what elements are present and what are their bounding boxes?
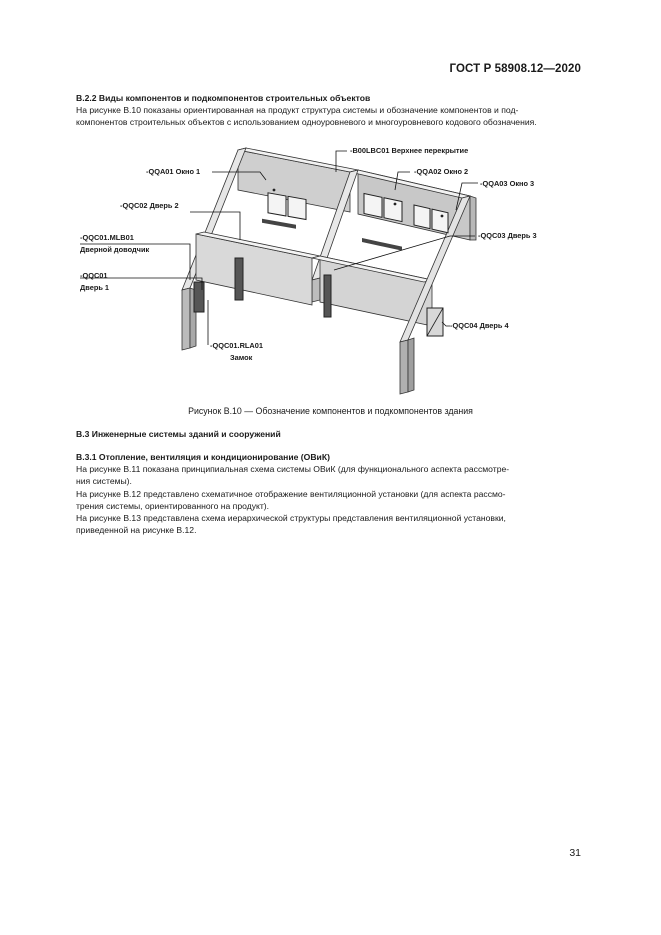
window-1 — [268, 193, 286, 216]
label-door-2: -QQC02 Дверь 2 — [120, 201, 179, 210]
paragraph-line: На рисунке В.12 представлено схематичное отображение вентиляционной установки (для аспекта рассмо- — [76, 488, 506, 499]
paragraph-line: На рисунке В.11 показана принципиальная схема системы ОВиК (для функционального аспекта рассмотре- — [76, 464, 510, 475]
window-2 — [364, 193, 382, 217]
label-door-3: -QQC03 Дверь 3 — [478, 231, 537, 240]
label-door-closer-name: Дверной доводчик — [80, 245, 150, 254]
section-b31 — [76, 451, 585, 536]
section-b22 — [76, 92, 585, 129]
label-upper-floor: -B00LBC01 Верхнее перекрытие — [350, 146, 469, 155]
door-1 — [194, 282, 204, 312]
paragraph-line: трения системы, ориентированного на продукт). — [76, 500, 270, 511]
label-window-1: -QQA01 Окно 1 — [146, 167, 201, 176]
figure-caption: Рисунок В.10 — Обозначение компонентов и подкомпонентов здания — [188, 406, 473, 416]
section-heading: В.2.2 Виды компонентов и подкомпонентов строительных объектов — [76, 93, 371, 103]
window-3 — [414, 205, 430, 229]
label-window-2: -QQA02 Окно 2 — [414, 167, 469, 176]
paragraph-line: компонентов строительных объектов с использованием одноуровневого и многоуровневого кодового обозначения. — [76, 117, 537, 128]
door-3 — [324, 275, 331, 317]
section-heading: В.3.1 Отопление, вентиляция и кондиционирование (ОВиК) — [76, 452, 330, 462]
label-window-3: -QQA03 Окно 3 — [480, 179, 535, 188]
label-door-1-name: Дверь 1 — [80, 283, 110, 292]
page-number: 31 — [569, 847, 581, 859]
label-door-closer-code: -QQC01.MLB01 — [80, 233, 134, 242]
paragraph-line: На рисунке В.10 показаны ориентированная на продукт структура системы и обозначение компонентов и под- — [76, 105, 519, 116]
label-lock-name: Замок — [230, 353, 253, 362]
label-door-4: -QQC04 Дверь 4 — [450, 321, 509, 330]
paragraph-line: ния системы). — [76, 476, 132, 487]
section-b3 — [76, 428, 585, 440]
door-2 — [235, 258, 243, 300]
document-standard-number: ГОСТ Р 58908.12—2020 — [449, 63, 581, 75]
wall-right — [470, 196, 476, 240]
label-door-1-code: -QQC01 — [80, 271, 108, 280]
paragraph-line: приведенной на рисунке В.12. — [76, 525, 197, 536]
label-lock-code: -QQC01.RLA01 — [210, 341, 263, 350]
paragraph-line: На рисунке В.13 представлена схема иерархической структуры представления вентиляционной установки, — [76, 513, 506, 524]
building-components-figure — [80, 130, 560, 390]
section-heading: В.3 Инженерные системы зданий и сооружений — [76, 429, 281, 439]
